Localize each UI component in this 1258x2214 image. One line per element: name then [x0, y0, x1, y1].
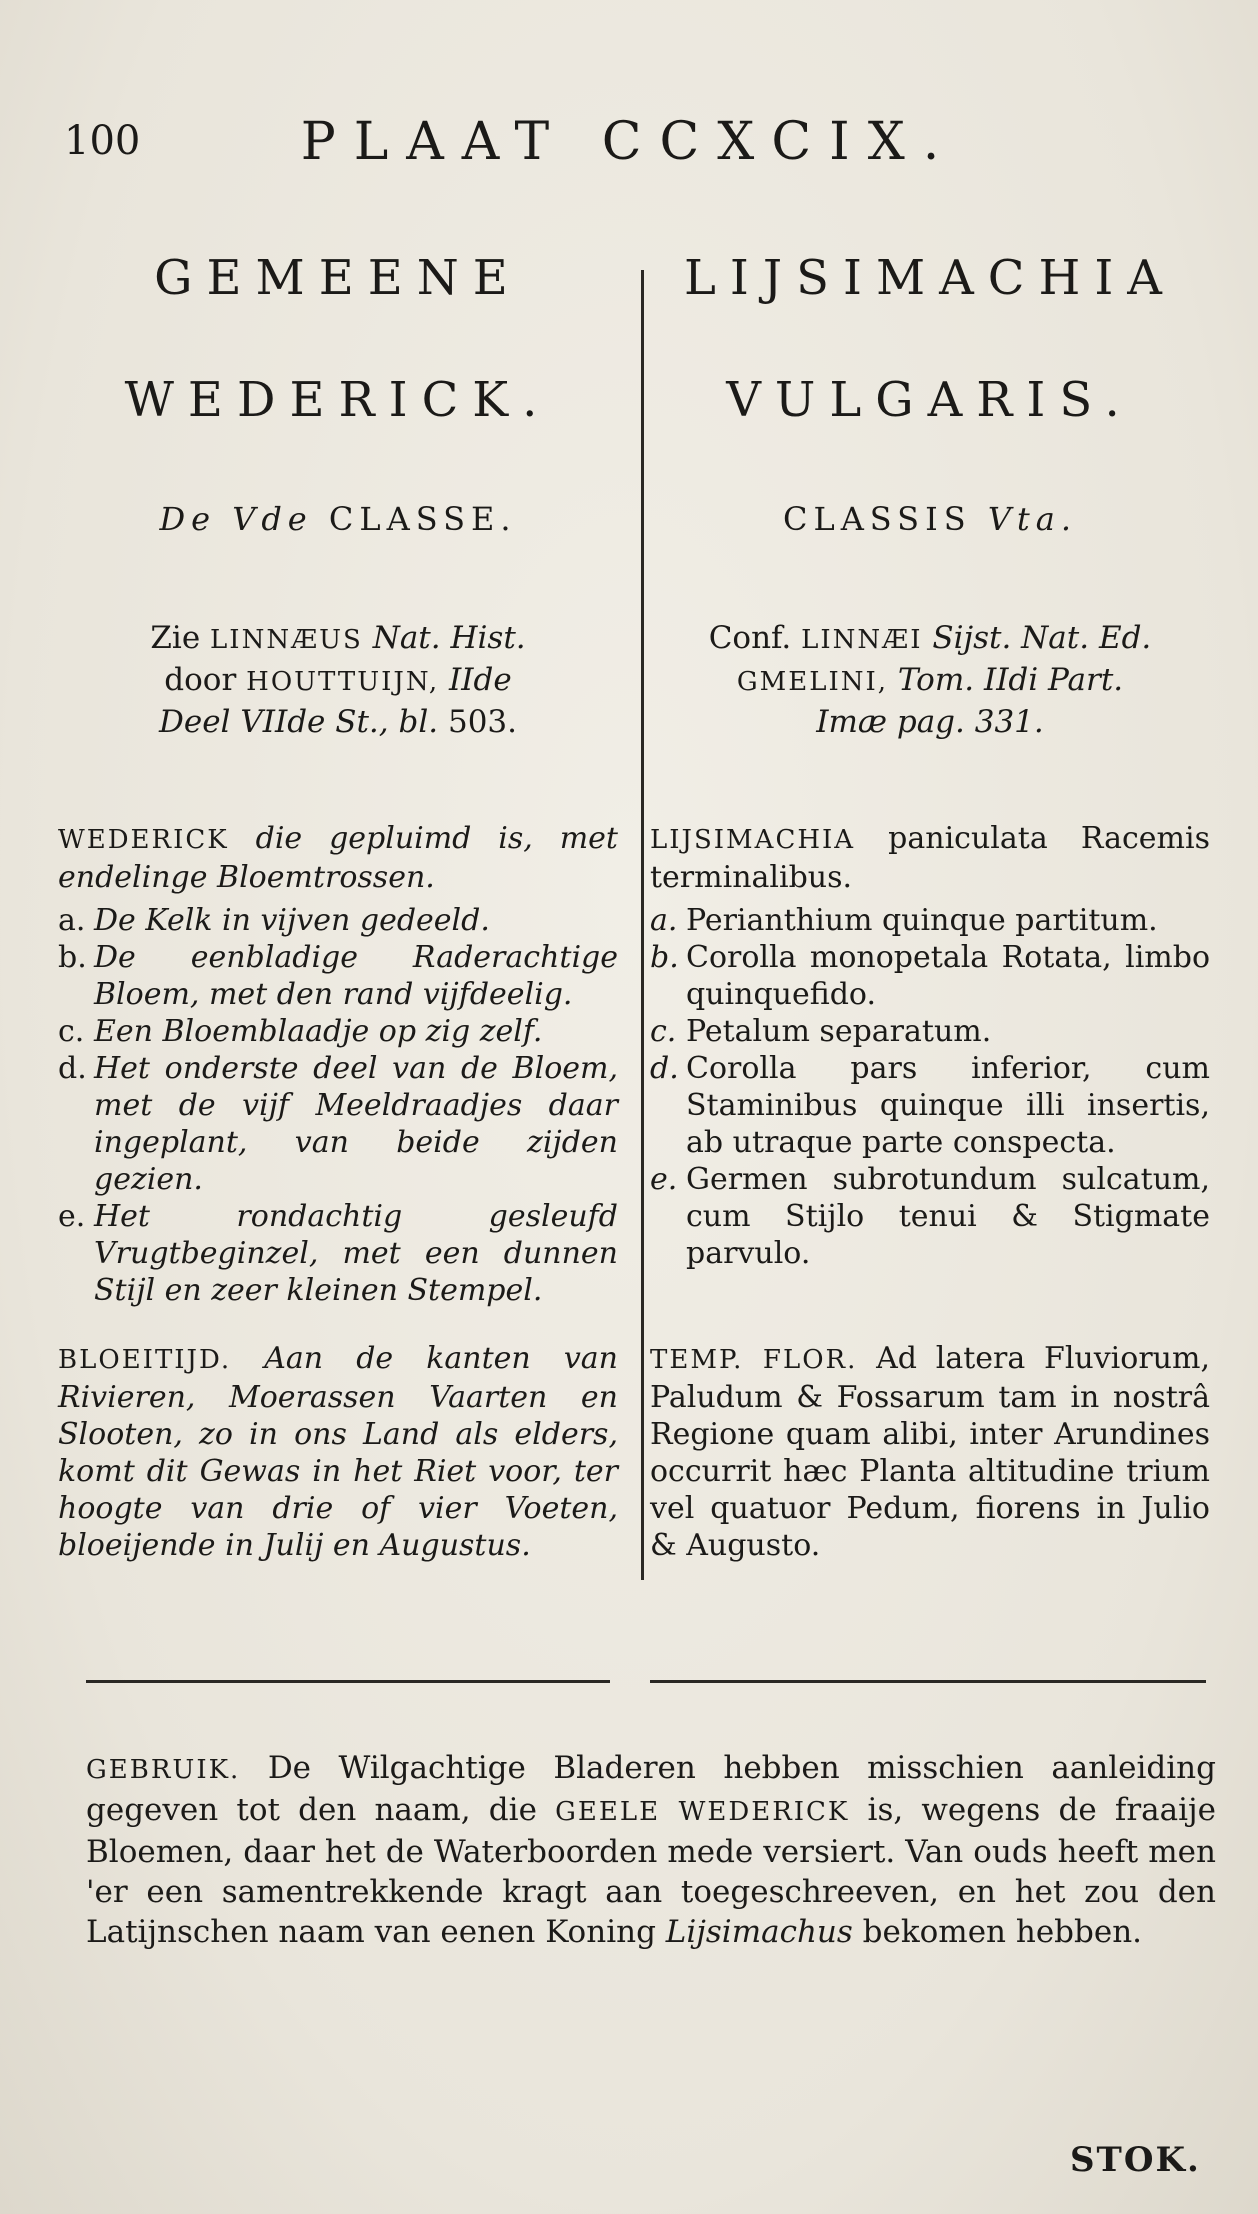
ref-volume-latin: Tom. IIdi Part. [897, 662, 1124, 698]
latin-class-word: CLASSIS [782, 500, 972, 538]
latin-desc-head: LIJSIMACHIA [650, 825, 856, 855]
ref-editor-latin: GMELINI, [736, 667, 889, 697]
item-label: e. [58, 1199, 86, 1234]
dutch-description [58, 820, 618, 1309]
ref-page: 503. [447, 704, 517, 740]
list-item [650, 902, 1210, 939]
item-label: c. [58, 1014, 85, 1049]
ref-word-conf: Conf. [708, 620, 792, 656]
list-item [650, 1050, 1210, 1161]
latin-title-1-wrap [650, 250, 1210, 306]
ref-part: Deel VIIde St., bl. [159, 704, 439, 740]
ref-work-latin: Sijst. Nat. Ed. [932, 620, 1152, 656]
item-label: a. [58, 903, 86, 938]
gebruik-text-3: bekomen hebben. [862, 1914, 1143, 1950]
dutch-items [58, 902, 618, 1309]
ref-work: Nat. Hist. [372, 620, 526, 656]
catchword: STOK. [1070, 2140, 1201, 2180]
temp-flor-text: Ad latera Fluviorum, Paludum & Fossarum tam in nostrâ Regione quam alibi, inter Arundines occurrit hæc Planta altitudine trium vel quatuor Pedum, fiorens in Julio & Augusto. [650, 1341, 1210, 1563]
item-label: e. [650, 1162, 678, 1197]
latin-reference [650, 618, 1210, 742]
dutch-title-1: GEMEENE [154, 250, 522, 306]
item-label: a. [650, 903, 678, 938]
gebruik-text-2: is, wegens de fraaije Bloemen, daar het de Waterboorden mede versiert. Van ouds heeft men 'er een samentrekkende kragt aan toegeschreeven, en het zou den Latijnschen naam van eenen Koning [86, 1792, 1217, 1950]
dutch-flowering [58, 1340, 618, 1564]
horizontal-rule-left [86, 1680, 610, 1683]
item-text: De eenbladige Raderachtige Bloem, met den rand vijfdeelig. [94, 940, 618, 1012]
dutch-title-2: WEDERICK. [124, 372, 552, 428]
item-text: Het rondachtig gesleufd Vrugtbeginzel, met een dunnen Stijl en zeer kleinen Stempel. [94, 1199, 618, 1308]
list-item [58, 939, 618, 1013]
dutch-title-2-wrap [58, 372, 618, 428]
dutch-class [58, 500, 618, 538]
temp-flor-head: TEMP. FLOR. [650, 1345, 858, 1375]
item-text: Petalum separatum. [686, 1014, 992, 1049]
item-label: c. [650, 1014, 677, 1049]
bloeitijd-head: BLOEITIJD. [58, 1345, 232, 1375]
list-item [650, 1013, 1210, 1050]
list-item [58, 1050, 618, 1198]
latin-class [650, 500, 1210, 538]
column-divider [641, 270, 644, 1580]
latin-description [650, 820, 1210, 1272]
gebruik-plant-name: GEELE WEDERICK [555, 1797, 850, 1827]
gebruik-head: GEBRUIK. [86, 1755, 241, 1785]
ref-editor: HOUTTUIJN, [246, 667, 440, 697]
ref-volume: IIde [449, 662, 512, 698]
item-text: Een Bloemblaadje op zig zelf. [94, 1014, 543, 1049]
dutch-desc-text: die gepluimd is, met endelinge Bloemtrossen. [58, 821, 618, 895]
item-text: Perianthium quinque partitum. [686, 903, 1158, 938]
gebruik-king-name: Lijsimachus [665, 1914, 853, 1950]
item-label: b. [650, 940, 679, 975]
ref-author: LINNÆUS [210, 625, 363, 655]
list-item [58, 1198, 618, 1309]
dutch-desc-head: WEDERICK [58, 825, 229, 855]
dutch-class-word: CLASSE. [328, 500, 517, 538]
item-label: d. [58, 1051, 87, 1086]
item-text: Het onderste deel van de Bloem, met de vijf Meeldraadjes daar ingeplant, van beide zijden gezien. [94, 1051, 618, 1197]
ref-author-latin: LINNÆI [801, 625, 923, 655]
latin-flowering [650, 1340, 1210, 1564]
item-text: Germen subrotundum sulcatum, cum Stijlo tenui & Stigmate parvulo. [686, 1162, 1210, 1271]
dutch-class-prefix: De Vde [159, 500, 313, 538]
ref-word-door: door [164, 662, 237, 698]
page-number: 100 [64, 118, 141, 164]
item-text: Corolla monopetala Rotata, limbo quinquefido. [686, 940, 1210, 1012]
left-column [58, 250, 618, 306]
item-label: d. [650, 1051, 679, 1086]
item-text: De Kelk in vijven gedeeld. [94, 903, 490, 938]
latin-desc-text: paniculata Racemis terminalibus. [650, 821, 1210, 895]
item-label: b. [58, 940, 87, 975]
latin-class-suffix: Vta. [987, 500, 1078, 538]
list-item [650, 1161, 1210, 1272]
latin-title-2-wrap [650, 372, 1210, 428]
ref-word: Zie [150, 620, 201, 656]
list-item [58, 902, 618, 939]
list-item [58, 1013, 618, 1050]
plate-heading: PLAAT CCXCIX. [300, 112, 958, 172]
ref-page-latin: Imæ pag. 331. [816, 704, 1044, 740]
gebruik-paragraph [86, 1748, 1216, 1952]
dutch-reference [58, 618, 618, 742]
latin-title-2: VULGARIS. [726, 372, 1134, 428]
gebruik-text-1: De Wilgachtige Bladeren hebben misschien aanleiding gegeven tot den naam, die [86, 1750, 1216, 1828]
latin-items [650, 902, 1210, 1272]
item-text: Corolla pars inferior, cum Staminibus quinque illi insertis, ab utraque parte conspecta. [686, 1051, 1210, 1160]
list-item [650, 939, 1210, 1013]
latin-title-1: LIJSIMACHIA [684, 250, 1176, 306]
horizontal-rule-right [650, 1680, 1206, 1683]
bloeitijd-text: Aan de kanten van Rivieren, Moerassen Vaarten en Slooten, zo in ons Land als elders, komt dit Gewas in het Riet voor, ter hoogte van drie of vier Voeten, bloeijende in Julij en Augustus. [58, 1341, 618, 1563]
